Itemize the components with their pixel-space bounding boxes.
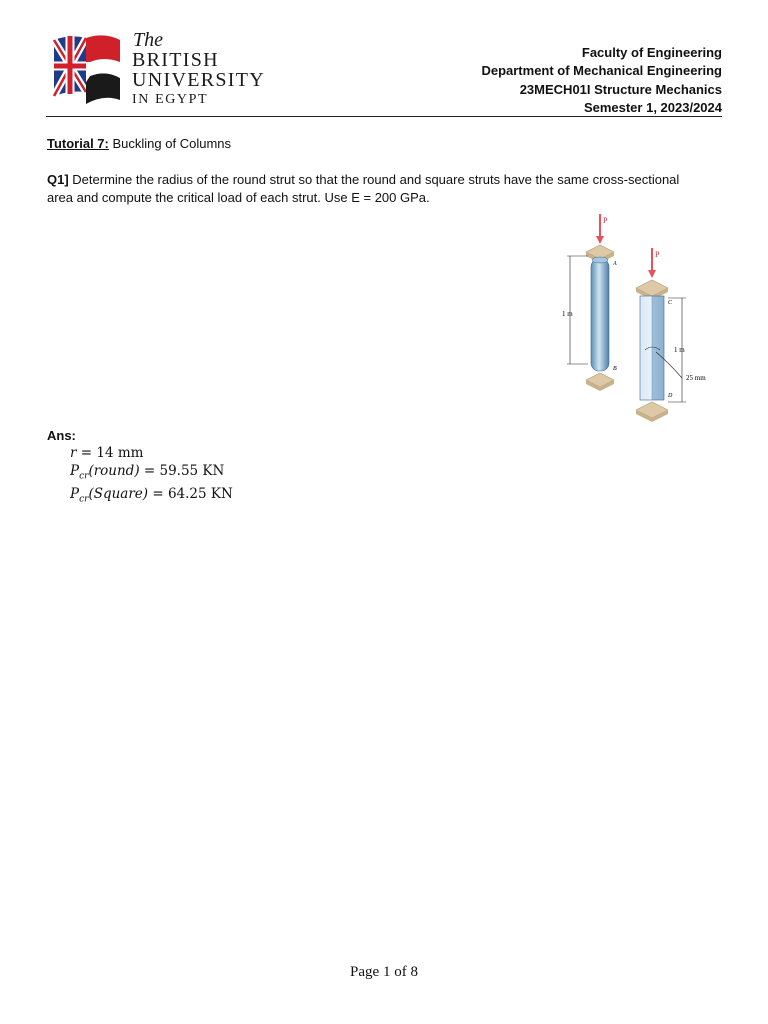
question-label: Q1] <box>47 172 69 187</box>
radius-value: = 14 mm <box>80 445 144 461</box>
flag-emblem-icon <box>52 32 122 112</box>
square-load-value: = 64.25 KN <box>152 485 233 502</box>
square-strut <box>636 248 706 422</box>
side-dimension-label: 25 mm <box>686 374 706 382</box>
radius-symbol: r <box>70 445 77 461</box>
logo-in-egypt: IN EGYPT <box>132 92 209 107</box>
struts-figure <box>556 212 726 428</box>
tutorial-heading <box>47 136 231 151</box>
logo-wordmark <box>132 30 265 109</box>
department-name: Department of Mechanical Engineering <box>481 63 722 79</box>
header-divider <box>46 116 722 117</box>
load-p-right: P <box>655 250 660 259</box>
length-right-label: 1 m <box>674 346 685 354</box>
question-1 <box>47 171 707 207</box>
pcr-subscript-square: cr <box>79 494 89 505</box>
logo-university: UNIVERSITY <box>132 69 265 91</box>
answer-radius <box>70 445 233 463</box>
answer-square-load <box>70 486 233 509</box>
document-header <box>481 44 722 118</box>
point-a-label: A <box>613 261 617 267</box>
answers-block <box>70 445 233 509</box>
tutorial-label: Tutorial 7: <box>47 136 109 151</box>
round-load-value: = 59.55 KN <box>143 462 225 479</box>
pcr-symbol-square: P <box>70 485 80 502</box>
logo-british: BRITISH <box>132 49 219 71</box>
faculty-name: Faculty of Engineering <box>581 45 722 60</box>
round-strut <box>562 214 617 391</box>
tutorial-title: Buckling of Columns <box>112 136 231 151</box>
course-name: 23MECH01I Structure Mechanics <box>519 81 722 97</box>
answer-label: Ans: <box>47 428 76 443</box>
page-number: Page 1 of 8 <box>350 964 418 980</box>
length-left-label: 1 m <box>562 310 573 318</box>
pcr-symbol: P <box>70 462 80 479</box>
pcr-subscript: cr <box>79 471 89 482</box>
university-logo <box>52 30 282 112</box>
point-d-label: D <box>668 393 673 399</box>
question-text: Determine the radius of the round strut so that the round and square struts have the same cross-sectional area and compute the critical load of each strut. Use E = 200 GPa. <box>47 172 680 205</box>
point-b-label: B <box>613 366 617 372</box>
answer-round-load <box>70 463 233 486</box>
square-argument: (Square) <box>88 485 149 502</box>
point-c-label: C <box>668 300 673 306</box>
round-argument: (round) <box>88 462 140 479</box>
load-p-left: P <box>603 216 608 225</box>
semester: Semester 1, 2023/2024 <box>583 100 722 116</box>
logo-the: The <box>133 29 163 51</box>
